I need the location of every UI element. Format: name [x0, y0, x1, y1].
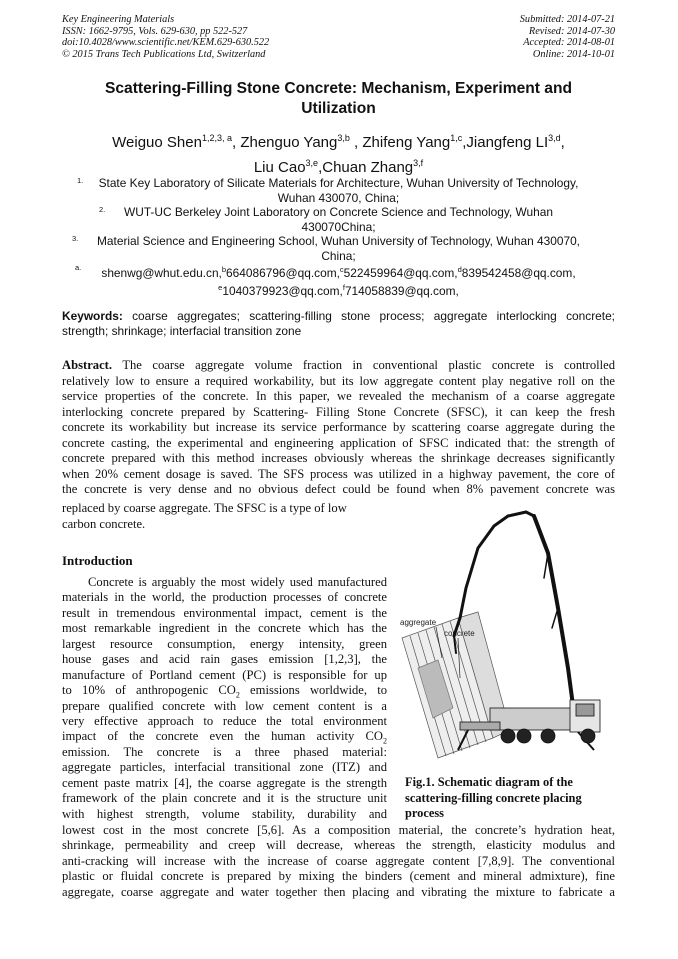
author-name: , Zhifeng Yang — [349, 134, 451, 151]
intro-line: materials in the world, the production processes of concrete — [62, 590, 387, 605]
intro-line: plastic or fluidal concrete is prepared by mixing the binders (cement and mineral admixture), fine — [62, 869, 615, 884]
affiliation-text-1: Material Science and Engineering School, Wuhan University of Technology, Wuhan 430070, — [97, 234, 580, 248]
journal-name: Key Engineering Materials — [62, 14, 175, 25]
abstract-line: service properties of the concrete. In this paper, we revealed the mechanism of a coarse aggregate — [62, 389, 615, 403]
author-mark: 3,d — [548, 133, 561, 143]
caption-line: Fig.1. Schematic diagram of the — [405, 775, 573, 789]
affiliation-1 — [62, 176, 615, 205]
author-list — [62, 128, 615, 178]
dates-header — [520, 14, 615, 60]
intro-line: very effective approach to reduce the total environment — [62, 713, 387, 728]
subscript: 2 — [235, 690, 240, 700]
email-link[interactable]: 714058839@qq.com, — [344, 283, 459, 298]
abstract-line: when 20% cement dosage is saved. The SFS process was utilized in a highway pavement, the core of — [62, 466, 615, 481]
intro-line: Concrete is arguably the most widely used manufactured — [88, 575, 387, 589]
affiliation-text-1: WUT-UC Berkeley Joint Laboratory on Concrete Science and Technology, Wuhan — [124, 205, 553, 219]
label-concrete: concrete — [444, 629, 475, 638]
abstract-line — [62, 358, 615, 374]
figure-1-caption — [405, 775, 615, 822]
intro-line: lowest cost in the most concrete [5,6]. As a composition material, the concrete’s hydration heat, — [62, 823, 615, 837]
abstract — [62, 358, 615, 498]
abstract-label: Abstract. — [62, 358, 113, 372]
email-link[interactable]: 1040379923@qq.com, — [222, 283, 343, 298]
intro-line: aggregate, coarse aggregate and water together then placing and vibrating the mixture to fabricate a — [62, 884, 615, 899]
abstract-text: The coarse aggregate volume fraction in conventional plastic concrete is controlled — [112, 358, 615, 372]
intro-text: to 10% of anthropogenic CO — [62, 683, 236, 698]
intro-line: emission. The concrete is a three phased material: — [62, 744, 387, 759]
journal-doi[interactable]: doi:10.4028/www.scientific.net/KEM.629-630.522 — [62, 37, 270, 49]
intro-line: with highest strength, volume stability, durability and — [62, 806, 387, 821]
intro-line: largest resource consumption, energy intensity, green — [62, 636, 387, 651]
affiliation-text-2: Wuhan 430070, China; — [277, 190, 400, 205]
intro-line: framework of the plain concrete and it is the structure unit — [62, 791, 387, 806]
abstract-line: concrete casting, the experimental and engineering application of SFSC indicated that: the strength of — [62, 435, 615, 450]
keywords-label: Keywords: — [62, 309, 123, 323]
date-revised: Revised: 2014-07-30 — [528, 25, 615, 37]
author-mark: 3,f — [413, 158, 424, 168]
affiliation-3 — [62, 234, 615, 263]
author-mark: 1,c — [450, 133, 463, 143]
intro-text: emissions worldwide, to — [239, 683, 388, 698]
email-link[interactable]: 522459964@qq.com, — [343, 265, 458, 280]
author-name: , Zhenguo Yang — [231, 134, 338, 151]
email-link[interactable]: 839542458@qq.com, — [461, 265, 576, 280]
email-link[interactable]: 664086796@qq.com, — [226, 265, 340, 280]
abstract-line: interlocking concrete prepared by Scattering- Filling Stone Concrete (SFSC), it can keep the fresh — [62, 404, 615, 419]
affiliation-text-2: China; — [321, 248, 356, 263]
affiliation-text-2: 430070China; — [301, 219, 376, 234]
title-line-1: Scattering-Filling Stone Concrete: Mechanism, Experiment and — [104, 80, 573, 97]
intro-line: cement paste matrix [4], the coarse aggregate is the strength — [62, 775, 387, 790]
paper-title — [62, 79, 615, 119]
emails-line-2 — [62, 281, 615, 299]
journal-issn: ISSN: 1662-9795, Vols. 629-630, pp 522-527 — [62, 25, 248, 37]
title-line-2: Utilization — [301, 100, 376, 117]
intro-line: aggregate particles, interfacial transitional zone (ITZ) and — [62, 760, 387, 775]
intro-line: anti-cracking will increase with the increase of coarse aggregate content [7,8,9]. The conventional — [62, 853, 615, 868]
journal-copyright: © 2015 Trans Tech Publications Ltd, Switzerland — [62, 48, 266, 60]
email-mark: c — [339, 265, 344, 274]
subscript: 2 — [383, 736, 387, 746]
email-mark: a. — [75, 263, 82, 272]
caption-line: scattering-filling concrete placing — [405, 790, 582, 805]
email-mark: e — [218, 282, 223, 292]
abstract-line: the concrete is very dense and no obvious defect could be found when 8% pavement concrete was — [62, 482, 615, 496]
affiliation-mark: 2. — [99, 205, 106, 214]
intro-line: house gases and acid rain gases emission [1,2,3], the — [62, 652, 387, 667]
introduction-continued — [62, 823, 615, 900]
keywords-text: coarse aggregates; scattering-filling stone process; aggregate interlocking concrete; strength; shrinkage; interfacial transition zone — [62, 309, 615, 338]
abstract-line: replaced by coarse aggregate. The SFSC is a type of low — [62, 501, 347, 515]
author-mark: 3,e — [305, 158, 319, 168]
affiliation-mark: 1. — [77, 176, 84, 185]
author-mark: 3,b — [337, 133, 350, 143]
email-mark: d — [457, 265, 462, 274]
intro-line: manufacture of Portland cement (PC) is responsible for up — [62, 667, 387, 682]
authors-line-2 — [62, 153, 615, 178]
keywords — [62, 309, 615, 338]
abstract-line: relatively low to ensure a required workability, but its low aggregate content play negative roll on the — [62, 373, 615, 388]
figure-1-concrete-pump-truck — [398, 508, 616, 770]
abstract-line: carbon concrete. — [62, 516, 146, 531]
intro-line: prepare qualified concrete with low cement content is a — [62, 698, 387, 713]
author-name: ,Jiangfeng LI — [462, 134, 549, 151]
author-mark: 1,2,3, a — [201, 133, 232, 143]
email-mark: b — [221, 265, 227, 274]
caption-line: process — [405, 806, 445, 820]
section-heading-introduction: Introduction — [62, 553, 133, 568]
emails-line-1 — [62, 263, 615, 281]
journal-header — [62, 14, 269, 60]
author-name: ,Chuan Zhang — [318, 159, 414, 176]
introduction-column — [62, 575, 387, 822]
date-submitted: Submitted: 2014-07-21 — [519, 14, 615, 25]
affiliation-mark: 3. — [72, 234, 79, 243]
affiliation-2 — [62, 205, 615, 234]
author-name: Weiguo Shen — [112, 134, 202, 151]
intro-line: most remarkable ingredient in the concrete which has the — [62, 621, 387, 636]
date-accepted: Accepted: 2014-08-01 — [523, 37, 615, 49]
affiliation-text-1: State Key Laboratory of Silicate Materials for Architecture, Wuhan University of Technology, — [98, 176, 579, 190]
intro-line — [62, 683, 387, 698]
intro-line — [62, 729, 387, 744]
abstract-tail — [62, 501, 392, 532]
intro-text: impact of the concrete even the human activity CO — [62, 729, 383, 744]
date-online: Online: 2014-10-01 — [532, 48, 615, 60]
abstract-line: concrete its workability but increase its service performance by scattering coarse aggregate during the — [62, 420, 615, 434]
author-name: Liu Cao — [253, 159, 306, 176]
author-emails — [62, 263, 615, 298]
author-separator: , — [560, 134, 565, 151]
intro-line: result in tremendous environmental impact, cement is the — [62, 605, 387, 620]
authors-line-1 — [62, 128, 615, 153]
intro-line: shrinkage, permeability and creep will decrease, whereas the strength, elasticity modulus and — [62, 838, 615, 853]
abstract-line: concrete prepared with this method increases obviously whereas the shrinkage decreases significantly — [62, 451, 615, 465]
email-link[interactable]: shenwg@whut.edu.cn, — [101, 265, 222, 280]
email-mark: f — [342, 282, 345, 292]
label-aggregate: aggregate — [400, 618, 437, 627]
